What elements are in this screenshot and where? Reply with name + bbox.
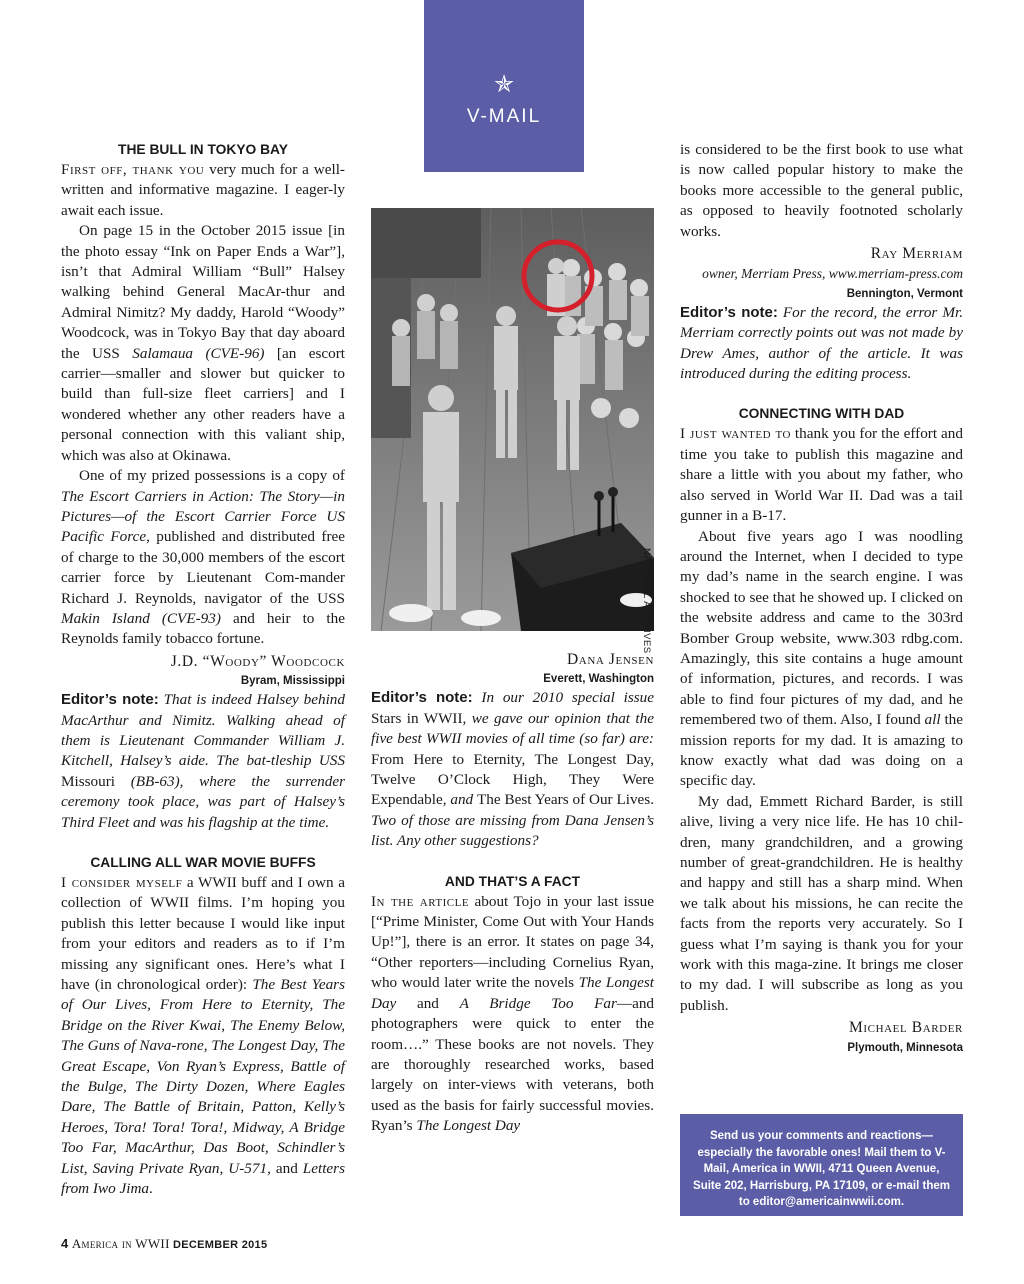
letter-location: Plymouth, Minnesota — [847, 1041, 963, 1054]
letter-paragraph: First off, thank you very much for a well-written and informative magazine. I eager-ly await each issue. — [61, 161, 345, 219]
letter-signature: Michael Barder — [848, 1019, 963, 1037]
issue-date: DECEMBER 2015 — [173, 1239, 268, 1251]
letter-paragraph: I just wanted to thank you for the effort and time you take to publish this magazine and share a little with you about my father, who also served in World War II. Dad was a tail gunner in a B-17. — [680, 425, 963, 525]
letter-location: Byram, Mississippi — [240, 675, 345, 688]
magazine-name: America in WWII — [71, 1236, 170, 1251]
halsey-photo — [371, 208, 654, 631]
letter-signature: J.D. “Woody” Woodcock — [170, 652, 345, 670]
letter-location: Bennington, Vermont — [846, 287, 963, 300]
letter-role: owner, Merriam Press, www.merriam-press.com — [702, 266, 963, 282]
letter-location: Everett, Washington — [543, 673, 654, 686]
letter-paragraph: is considered to be the first book to use what is now called popular history to make the books more accessible to the general public, as opposed to heavily footnoted scholarly works. — [680, 141, 963, 240]
column-2 — [371, 648, 654, 1137]
letter-heading: CONNECTING WITH DAD — [738, 406, 905, 422]
letter-paragraph: One of my prized possessions is a copy of The Escort Carriers in Action: The Story—in Pictures—of the Escort Carrier Force US Pacific Force, published and distributed free of charge to the 30,000 members of the escort carrier force by Lieutenant Com-mander Richard J. Reynolds, navigator of the USS Makin Island (CVE-93) and heir to the Reynolds family tobacco fortune. — [61, 467, 346, 648]
editor-note: Editor’s note: In our 2010 special issue Stars in WWII, we gave our opinion that the five best WWII movies of all time (so far) are: From Here to Eternity, The Longest Day, Twelve O’Clock High, They Were Expendable, and The Best Years of Our Lives. Two of those are missing from Dana Jensen’s list. Any other suggestions? — [371, 689, 654, 850]
page-footer — [61, 1236, 267, 1252]
letter-heading: AND THAT’S A FACT — [444, 873, 581, 889]
submission-info-box — [680, 1114, 963, 1216]
letter-paragraph: My dad, Emmett Richard Barder, is still alive, living a very nice life. He has 10 chil-dren, many grandchildren, and a growing number of great-grandchildren. He is healthy and happy and still has a sharp mind. When we talk about his missions, he can recite the facts from the reports very accurately. So I guess what I’m saying is thank you for your work with this maga-zine. It brings me closer to my dad. I will subscribe as long as you publish. — [680, 792, 963, 1014]
editor-note: Editor’s note: That is indeed Halsey behind MacArthur and Nimitz. Walking ahead of them is Lieutenant Commander William J. Kitchell, Halsey’s aide. The bat-tleship USS Missouri (BB-63), where the surrender ceremony took place, was part of Halsey’s Third Fleet and was his flagship at the time. — [61, 691, 345, 831]
section-title: V-MAIL — [466, 106, 542, 127]
letter-paragraph: On page 15 in the October 2015 issue [in the photo essay “Ink on Paper Ends a War”], isn’t that Admiral William “Bull” Halsey walking behind General MacAr-thur and Admiral Nimitz? My daddy, Harold “Woody” Woodcock, was in Tokyo Bay that day aboard the USS Salamaua (CVE-96) [an escort carrier—smaller and slower but quicker to build than full-size fleet carriers] and I wondered whether any other readers have a personal connection with this valiant ship, which was also at Okinawa. — [61, 222, 346, 464]
letter-heading: THE BULL IN TOKYO BAY — [118, 142, 288, 157]
star-icon: ✯ — [493, 70, 515, 98]
letter-paragraph: I consider myself a WWII buff and I own a collection of WWII films. I’m hoping you publish this letter because I would like input from your editors and readers as to if I’m missing any significant ones. Here’s what I have (in chronological order): The Best Years of Our Lives, From Here to Eternity, The Bridge on the River Kwai, The Enemy Below, The Guns of Nava-rone, The Longest Day, The Great Escape, Von Ryan’s Express, Battle of the Bulge, The Dirty Dozen, Where Eagles Dare, The Battle of Britain, Patton, Kelly’s Heroes, Tora! Tora! Tora!, Midway, A Bridge Too Far, MacArthur, Das Boot, Schindler’s List, Saving Private Ryan, U-571, and Letters from Iwo Jima. — [61, 874, 345, 1198]
photo-credit: NATIONAL ARCHIVES — [641, 548, 652, 654]
page-number: 4 — [61, 1236, 69, 1251]
letter-signature: Ray Merriam — [870, 245, 963, 263]
letter-heading: CALLING ALL WAR MOVIE BUFFS — [90, 855, 316, 870]
submission-text: Send us your comments and reactions—especially the favorable ones! Mail them to V-Mail, America in WWII, 4711 Queen Avenue, Suite 202, Harrisburg, PA 17109, or e-mail them to editor@americainwwii.com. — [693, 1130, 950, 1208]
column-3 — [680, 140, 963, 1057]
letter-paragraph: In the article about Tojo in your last issue [“Prime Minister, Come Out with Your Hands Up!”], there is an error. It states on page 34, “Other reporters—including Cornelius Ryan, who would later write the novels The Longest Day and A Bridge Too Far—and photographers were quick to enter the room….” These books are not novels. They are thoroughly researched works, based largely on inter-views with veterans, both used as the basis for fairly successful movies. Ryan’s The Longest Day — [371, 892, 655, 1135]
editor-note: Editor’s note: For the record, the error Mr. Merriam correctly points out was not made by Drew Ames, author of the article. It was introduced during the editing process. — [680, 303, 963, 383]
photo-illustration — [371, 208, 654, 631]
letter-signature: Dana Jensen — [567, 651, 654, 668]
letter-paragraph: About five years ago I was noodling around the Internet, when I decided to type my dad’s name in the search engine. I was shocked to see that he showed up. I clicked on the website address and came to the 303rd Bomber Group website, www.303 rdbg.com. Amazingly, this site contains a huge amount of information, pictures, and records. I was able to find four pictures of my dad, and he remembered two of them. Also, I found all the mission reports for my dad. It is amazing to know exactly what dad was doing on a specific day. — [680, 527, 963, 790]
section-banner — [424, 0, 584, 172]
column-1 — [61, 140, 345, 1200]
